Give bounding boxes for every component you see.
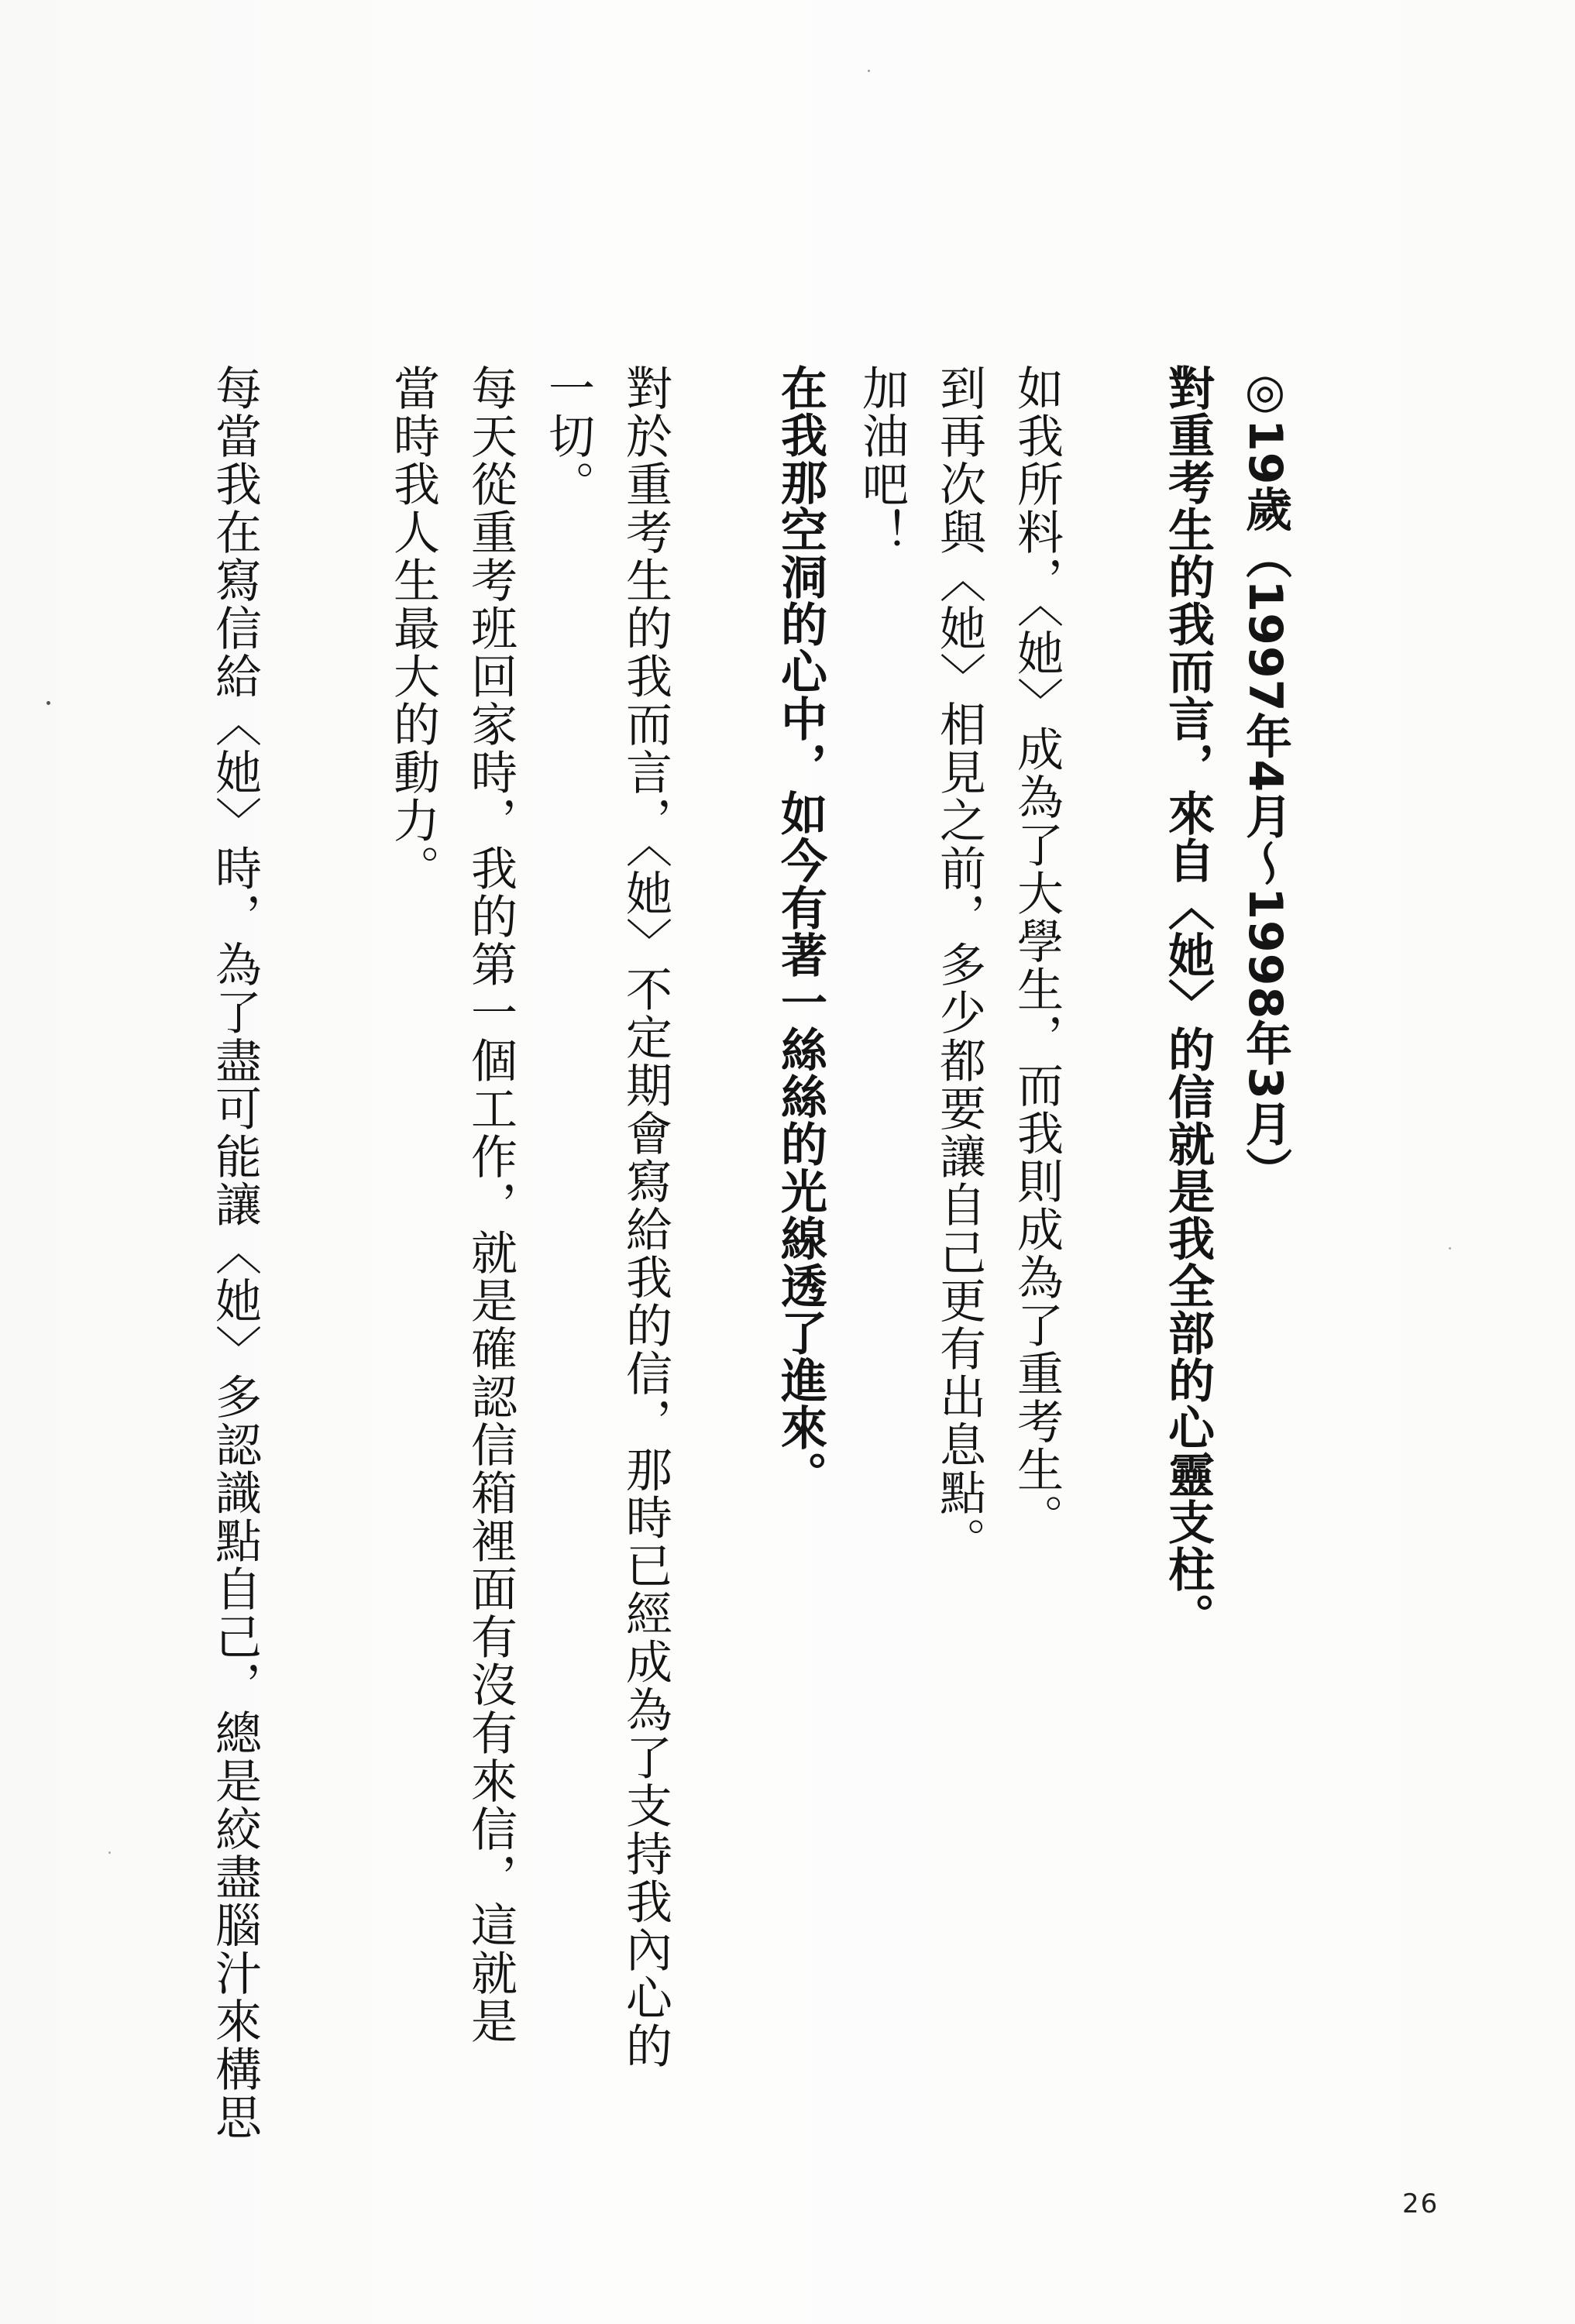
scan-speck	[108, 1851, 111, 1854]
scan-speck	[1449, 1247, 1451, 1250]
paragraph-7: 每當我在寫信給〈她〉時，為了盡可能讓〈她〉多認識點自己，總是絞盡腦汁來構思	[208, 364, 262, 2141]
paragraph-5-continued: 一切。	[541, 364, 595, 508]
paragraph-1: 如我所料，〈她〉成為了大學生，而我則成為了重考生。	[1009, 364, 1064, 1542]
section-period: （1997年4月～1998年3月）	[1238, 532, 1292, 1195]
paragraph-6: 每天從重考班回家時，我的第一個工作，就是確認信箱裡面有沒有來信，這就是	[463, 364, 518, 2045]
scan-speck	[46, 701, 50, 705]
section-heading: 對重考生的我而言，來自〈她〉的信就是我全部的心靈支柱。	[1161, 364, 1215, 1640]
paragraph-2: 到再次與〈她〉相見之前，多少都要讓自己更有出息點。	[932, 364, 986, 1565]
paragraph-5: 對於重考生的我而言，〈她〉不定期會寫給我的信，那時已經成為了支持我內心的	[618, 364, 672, 2070]
page-number: 26	[1402, 2188, 1439, 2219]
paragraph-4-emphasis: 在我那空洞的心中，如今有著一絲絲的光線透了進來。	[773, 364, 827, 1498]
section-age: 19歲	[1238, 419, 1292, 533]
paragraph-6-continued: 當時我人生最大的動力。	[386, 364, 440, 892]
paragraph-3: 加油吧！	[855, 364, 909, 556]
scan-speck	[868, 70, 870, 72]
section-marker: ◎	[1238, 364, 1292, 419]
section-title	[1232, 364, 1298, 1960]
